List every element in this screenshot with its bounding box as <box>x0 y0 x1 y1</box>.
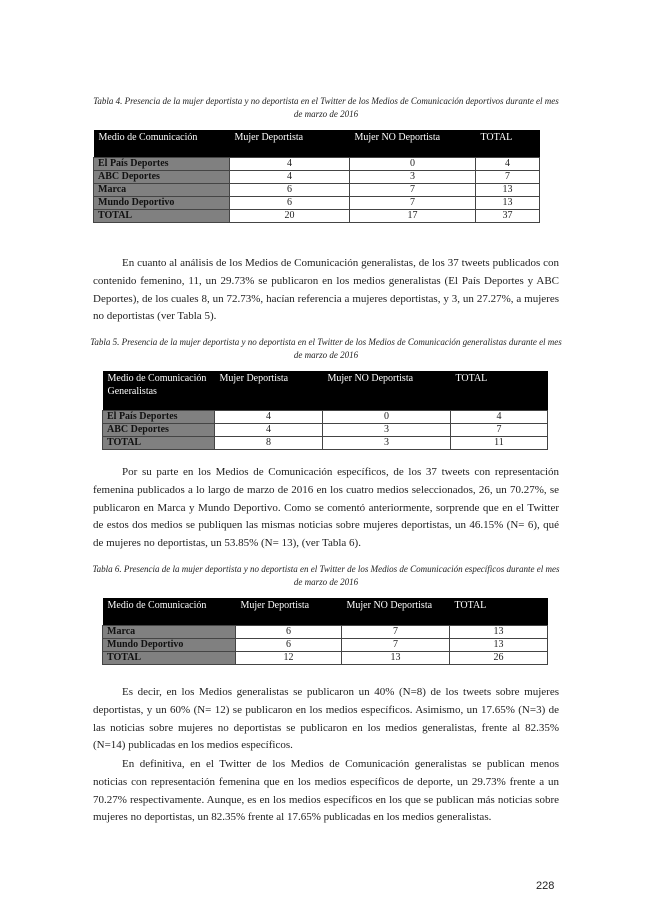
table-4-header-mujer-deportista: Mujer Deportista <box>230 130 350 157</box>
table-cell: 6 <box>230 183 350 196</box>
table-cell: 7 <box>342 638 450 651</box>
paragraph-1: En cuanto al análisis de los Medios de Comunicación generalistas, de los 37 tweets publicados con contenido femenino, 11, un 29.73% se publicaron en los medios generalistas (El País Deportes y ABC Deportes), de los cuales 8, un 72.73%, hacían referencia a mujeres deportistas, y 3, un 27.27%, a mujeres no deportistas (ver Tabla 5). <box>93 257 559 323</box>
table-4-header-medio: Medio de Comunicación <box>94 130 230 157</box>
table-cell: 3 <box>323 436 451 449</box>
table-cell: 7 <box>342 625 450 638</box>
table-cell: 6 <box>230 196 350 209</box>
table-cell: Marca <box>103 625 236 638</box>
table-row <box>94 183 540 196</box>
table-6-header-mujer-deportista: Mujer Deportista <box>236 598 342 625</box>
table-cell: TOTAL <box>103 436 215 449</box>
table-5-header-medio: Medio de Comunicación Generalistas <box>103 371 215 410</box>
table-5-caption: Tabla 5. Presencia de la mujer deportista y no deportista en el Twitter de los Medios de Comunicación generalistas durante el mes de marzo de 2016 <box>90 337 562 360</box>
table-cell: Marca <box>94 183 230 196</box>
table-4-caption: Tabla 4. Presencia de la mujer deportista y no deportista en el Twitter de los Medios de Comunicación deportivos durante el mes de marzo de 2016 <box>93 96 559 119</box>
table-5-header-mujer-deportista: Mujer Deportista <box>215 371 323 410</box>
table-cell: 13 <box>450 625 548 638</box>
table-row <box>94 157 540 170</box>
table-cell: Mundo Deportivo <box>103 638 236 651</box>
table-6-caption: Tabla 6. Presencia de la mujer deportista y no deportista en el Twitter de los Medios de Comunicación específicos durante el mes de marzo de 2016 <box>92 564 560 587</box>
table-5 <box>102 371 548 450</box>
table-cell: 37 <box>476 209 540 222</box>
table-cell: 12 <box>236 651 342 664</box>
table-row <box>103 651 548 664</box>
table-cell: 0 <box>323 410 451 423</box>
table-cell: Mundo Deportivo <box>94 196 230 209</box>
table-row <box>94 209 540 222</box>
table-cell: 17 <box>350 209 476 222</box>
table-cell: ABC Deportes <box>94 170 230 183</box>
table-row <box>103 423 548 436</box>
table-cell: 7 <box>350 196 476 209</box>
table-cell: 0 <box>350 157 476 170</box>
table-6-header-medio: Medio de Comunicación <box>103 598 236 625</box>
table-5-header-mujer-no-deportista: Mujer NO Deportista <box>323 371 451 410</box>
table-row <box>103 436 548 449</box>
table-cell: 4 <box>476 157 540 170</box>
table-6-header-total: TOTAL <box>450 598 548 625</box>
table-5-header-total: TOTAL <box>451 371 548 410</box>
table-4-header-total: TOTAL <box>476 130 540 157</box>
table-row <box>94 196 540 209</box>
table-cell: 13 <box>450 638 548 651</box>
table-cell: 11 <box>451 436 548 449</box>
table-4-header-mujer-no-deportista: Mujer NO Deportista <box>350 130 476 157</box>
table-cell: 4 <box>451 410 548 423</box>
table-cell: 13 <box>342 651 450 664</box>
table-cell: 4 <box>230 157 350 170</box>
table-cell: 6 <box>236 638 342 651</box>
table-cell: 7 <box>350 183 476 196</box>
paragraph-3: Es decir, en los Medios generalistas se publicaron un 40% (N=8) de los tweets sobre mujeres deportistas, y un 60% (N= 12) se publicaron en los medios específicos. Asimismo, un 17.65% (N=3) de las noticias sobre mujeres no deportistas se publicaron en los medios generalistas, frente al 82.35% (N=14) publicadas en los medios específicos. <box>93 686 559 752</box>
table-cell: TOTAL <box>94 209 230 222</box>
table-cell: El País Deportes <box>94 157 230 170</box>
paragraph-4: En definitiva, en el Twitter de los Medios de Comunicación generalistas se publican menos noticias con representación femenina que en los medios específicos de deporte, un 29.73% frente a un 70.27% respectivamente. Aunque, es en los medios específicos en los que se publican más noticias sobre mujeres no deportistas, un 82.35% frente al 17.65% publicadas en los medios generalistas. <box>93 758 559 824</box>
table-cell: 4 <box>215 410 323 423</box>
table-cell: 8 <box>215 436 323 449</box>
table-cell: 7 <box>451 423 548 436</box>
table-row <box>94 170 540 183</box>
table-cell: El País Deportes <box>103 410 215 423</box>
table-cell: 3 <box>350 170 476 183</box>
table-cell: 20 <box>230 209 350 222</box>
table-6-header-mujer-no-deportista: Mujer NO Deportista <box>342 598 450 625</box>
table-cell: 6 <box>236 625 342 638</box>
table-4-header <box>94 130 540 157</box>
table-row <box>103 638 548 651</box>
page-number: 228 <box>536 880 555 892</box>
table-row <box>103 410 548 423</box>
table-cell: 4 <box>230 170 350 183</box>
table-5-header <box>103 371 548 410</box>
table-4 <box>93 130 540 223</box>
table-cell: 7 <box>476 170 540 183</box>
table-cell: 26 <box>450 651 548 664</box>
table-cell: 3 <box>323 423 451 436</box>
table-row <box>103 625 548 638</box>
paragraph-2: Por su parte en los Medios de Comunicación específicos, de los 37 tweets con representación femenina publicados a lo largo de marzo de 2016 en los cuatro medios seleccionados, 26, un 70.27%, se publicaron en Marca y Mundo Deportivo. Como se comentó anteriormente, sorprende que en el Twitter de estos dos medios se publiquen las mismas noticias sobre mujeres deportistas, un 46.15% (N= 6), qué de mujeres no deportistas, un 53.85% (N= 13), (ver Tabla 6). <box>93 466 559 550</box>
table-cell: ABC Deportes <box>103 423 215 436</box>
table-cell: 13 <box>476 196 540 209</box>
table-6-header <box>103 598 548 625</box>
table-cell: 13 <box>476 183 540 196</box>
table-cell: TOTAL <box>103 651 236 664</box>
table-6 <box>102 598 548 665</box>
table-cell: 4 <box>215 423 323 436</box>
